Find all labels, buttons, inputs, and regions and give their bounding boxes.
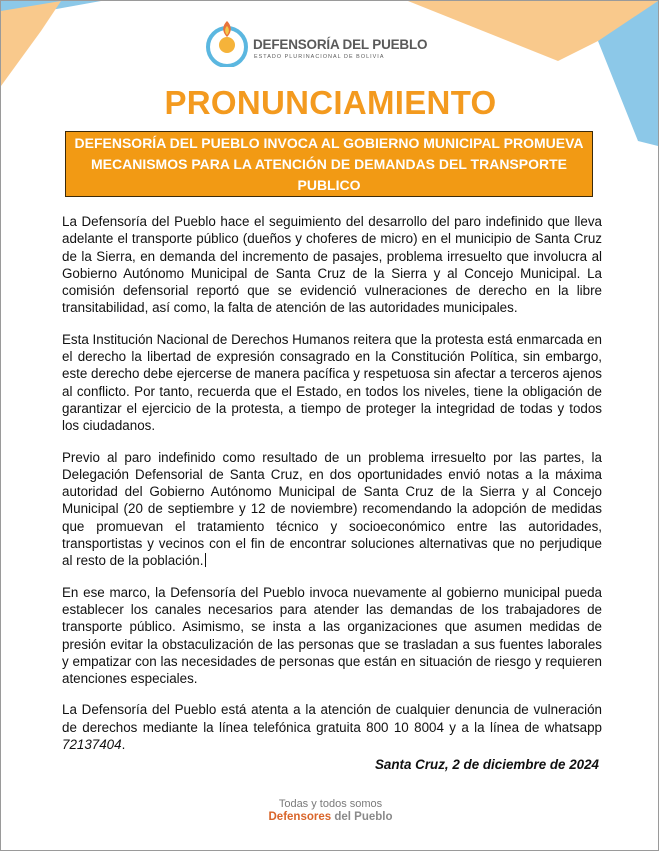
footer-line-2	[1, 811, 659, 823]
headline-banner	[65, 131, 593, 197]
logo-subtitle: ESTADO PLURINACIONAL DE BOLIVIA	[254, 54, 385, 60]
paragraph-5-end: .	[121, 737, 126, 753]
paragraph-3-text: Previo al paro indefinido como resultado de un problema irresuelto por las partes, la Delegación Defensorial de Santa Cruz, en dos oportunidades envió notas a la máxima autoridad del Gobierno Autónomo Municipal de Santa Cruz de la Sierra y al Concejo Municipal (20 de septiembre y 12 de noviembre) recomendando la adopción de medidas que promuevan el tratamiento técnico y socioeconómico entre las autoridades, transportistas y vecinos con el fin de encontrar soluciones alternativas que no perjudique al resto de la población.	[62, 449, 602, 569]
flame-person-icon	[203, 17, 251, 67]
text-cursor	[205, 553, 206, 567]
paragraph-4: En ese marco, la Defensoría del Pueblo invoca nuevamente al gobierno municipal pueda establecer los canales necesarios para atender las demandas de los trabajadores de transporte público. Asimismo, se insta a las organizaciones que asumen medidas de presión evitar la obstaculización de las personas que se trasladan a sus fuentes laborales y empatizar con las necesidades de personas que están en situación de riesgo y requieren atenciones especiales.	[62, 584, 602, 687]
date-signoff: Santa Cruz, 2 de diciembre de 2024	[374, 757, 599, 772]
paragraph-3	[62, 449, 602, 570]
corner-decoration-top-right	[388, 1, 658, 151]
paragraph-2: Esta Institución Nacional de Derechos Humanos reitera que la protesta está enmarcada en el derecho la libertad de expresión consagrado en la Constitución Política, sin embargo, este derecho debe ejercerse de manera pacífica y respetuosa sin afectar a terceros ajenos al conflicto. Por tanto, recuerda que el Estado, en todos los niveles, tiene la obligación de garantizar el ejercicio de la protesta, a tiempo de proteger la integridad de todas y todos los ciudadanos.	[62, 331, 602, 434]
footer-highlight: Defensores	[268, 811, 332, 823]
paragraph-5	[62, 701, 602, 753]
document-body	[62, 213, 602, 767]
footer-line-2-rest: del Pueblo	[331, 811, 393, 823]
logo-title: DEFENSORÍA DEL PUEBLO	[253, 37, 428, 52]
headline-text: DEFENSORÍA DEL PUEBLO INVOCA AL GOBIERNO MUNICIPAL PROMUEVA MECANISMOS PARA LA ATENCIÓN DE DEMANDAS DEL TRANSPORTE PUBLICO	[74, 134, 584, 193]
paragraph-5-text: La Defensoría del Pueblo está atenta a la atención de cualquier denuncia de vulneración de derechos mediante la línea telefónica gratuita 800 10 8004 y a la línea de whatsapp	[62, 702, 602, 735]
whatsapp-number: 72137404	[62, 737, 122, 753]
page-title: PRONUNCIAMIENTO	[164, 84, 497, 121]
corner-decoration-top-left	[1, 1, 111, 91]
footer-line-1: Todas y todos somos	[278, 798, 383, 810]
logo	[203, 17, 428, 69]
paragraph-1: La Defensoría del Pueblo hace el seguimiento del desarrollo del paro indefinido que lleva adelante el transporte público (dueños y choferes de micro) en el municipio de Santa Cruz de la Sierra, en demanda del incremento de pasajes, problema irresuelto que involucra al Gobierno Autónomo Municipal de Santa Cruz de la Sierra y al Concejo Municipal. La comisión defensorial reportó que se evidenció vulneraciones de derecho en la libre transitabilidad, así como, la falta de atención de las autoridades municipales.	[62, 214, 602, 316]
footer-slogan	[1, 798, 659, 823]
